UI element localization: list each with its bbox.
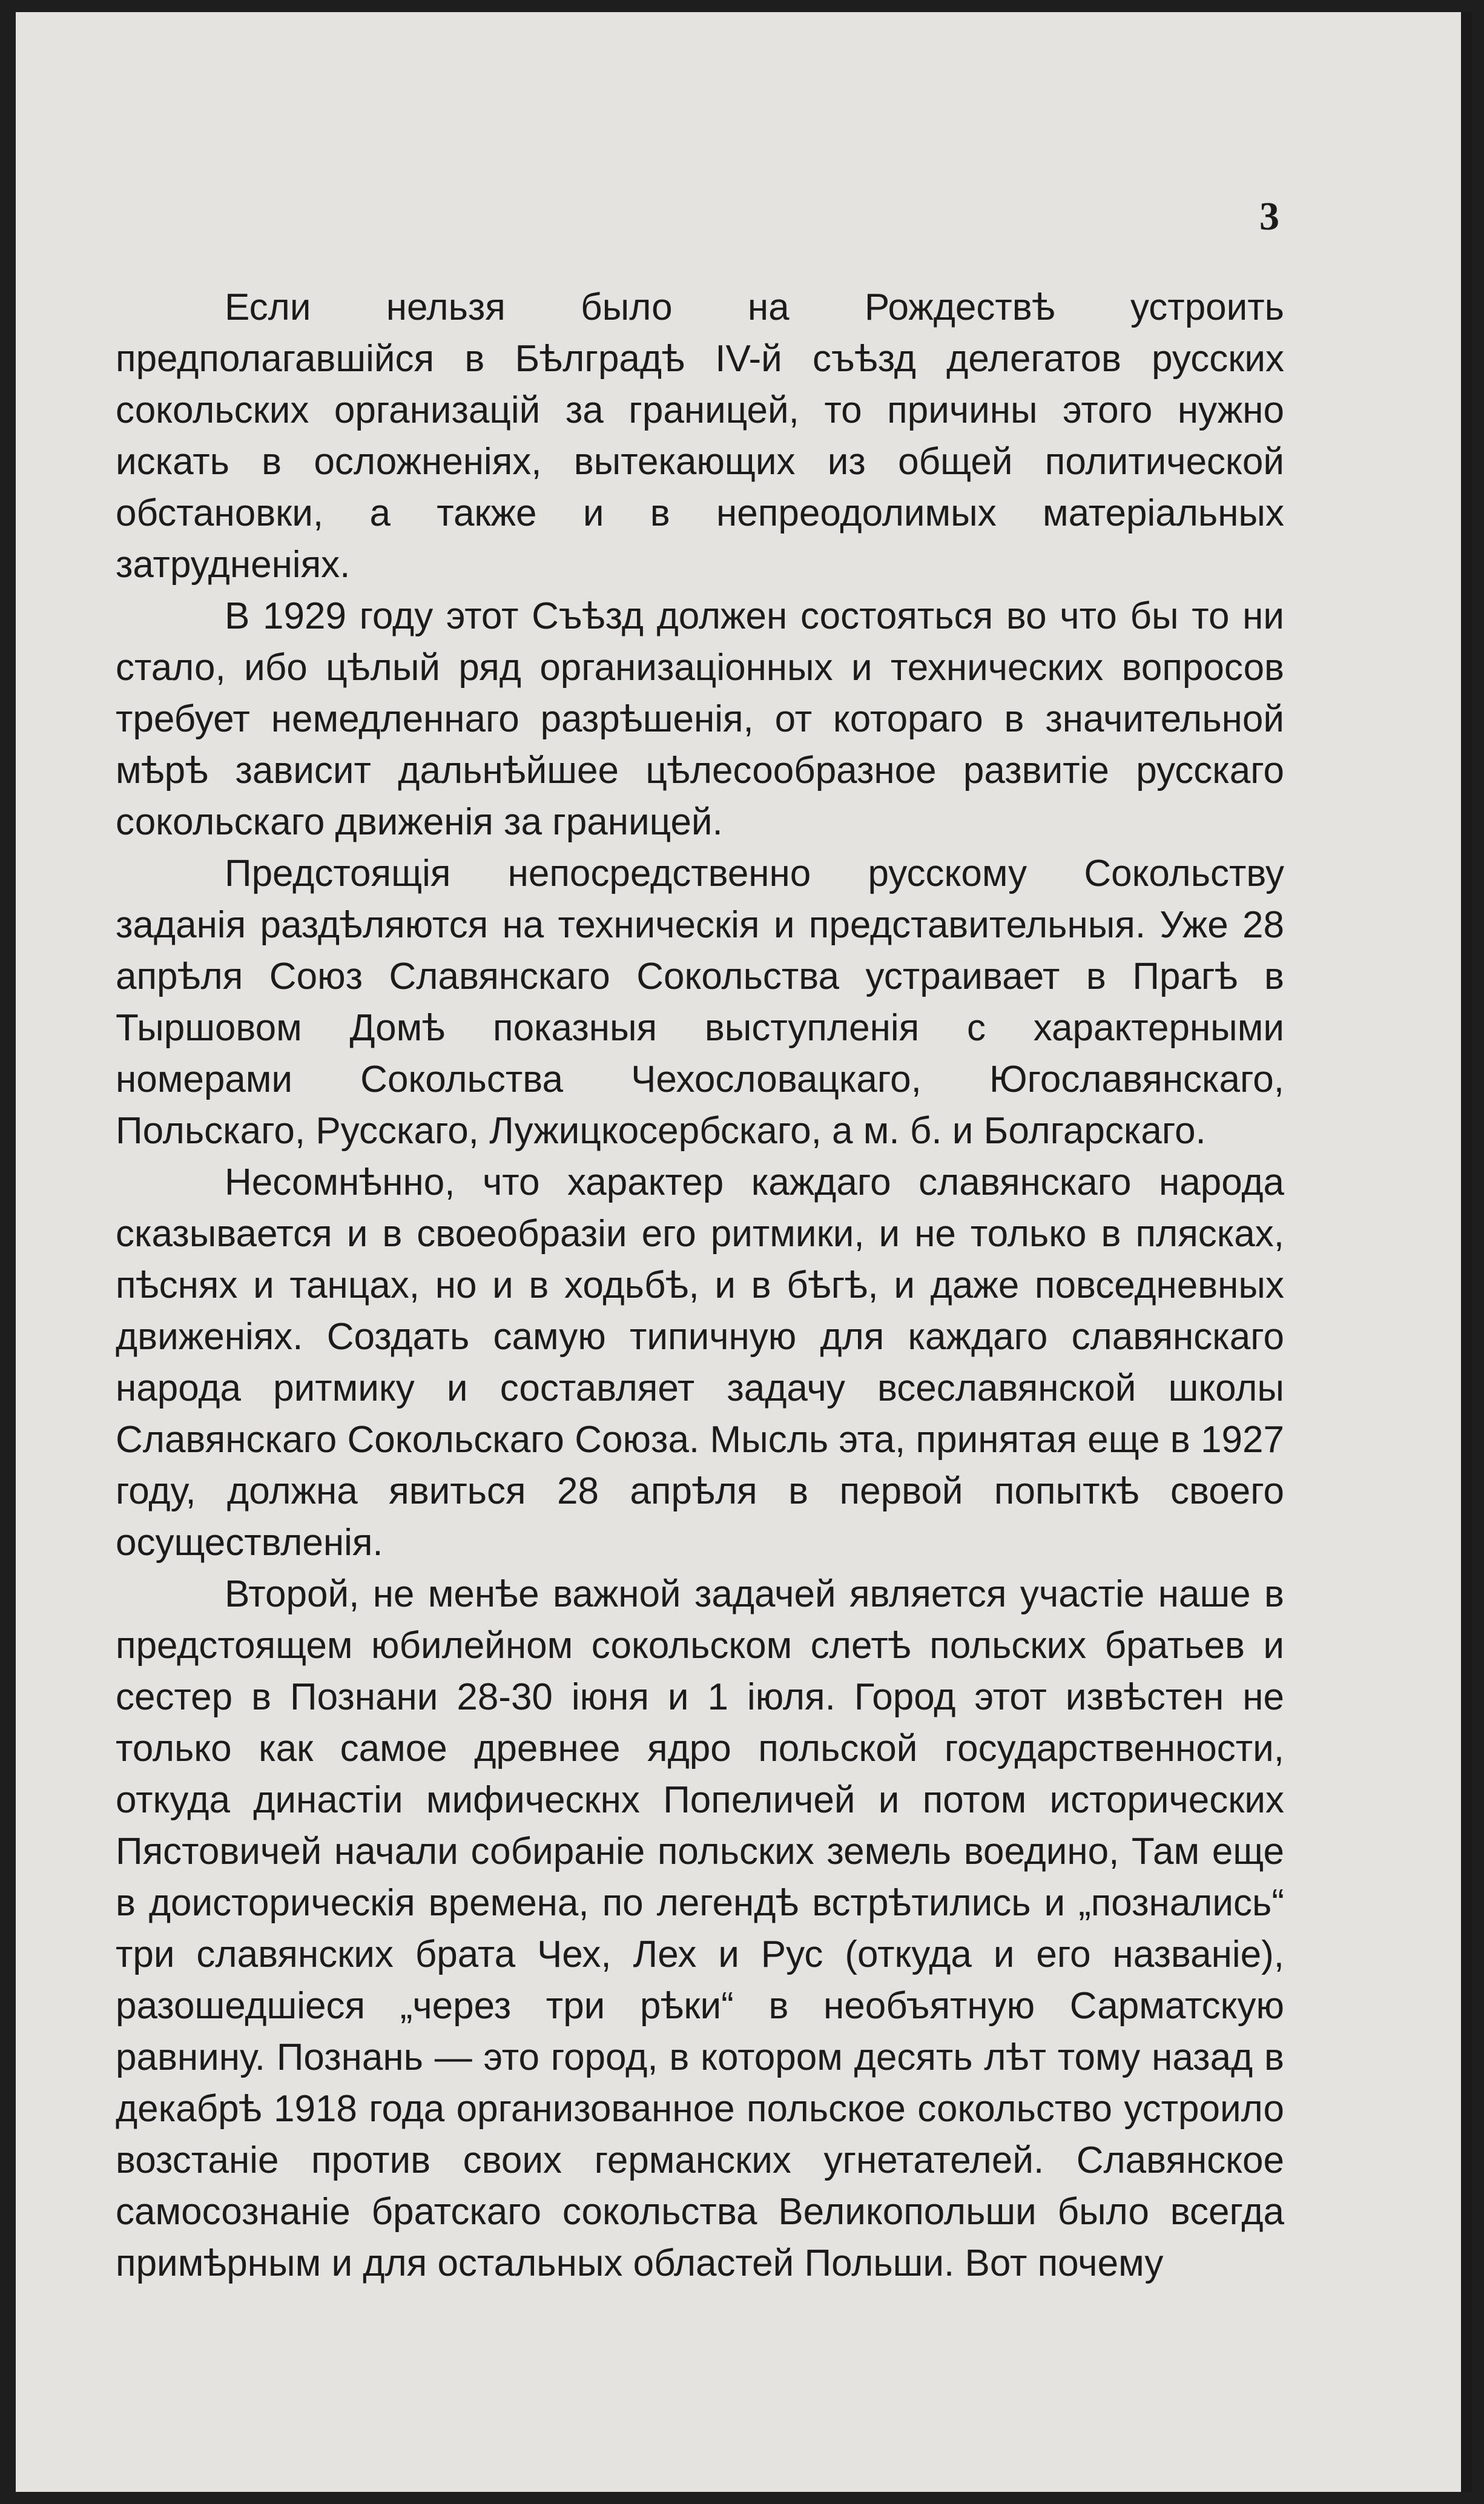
body-text	[116, 282, 1284, 2289]
paragraph: Несомнѣнно, что характер каждаго славянскаго народа сказывается и в своеобразіи его ритмики, и не только в плясках, пѣснях и танцах, но и в ходьбѣ, и в бѣгѣ, и даже повседневных движеніях. Создать самую типичную для каждаго славянскаго народа ритмику и составляет задачу всеславянской школы Славянскаго Сокольскаго Союза. Мысль эта, принятая еще в 1927 году, должна явиться 28 апрѣля в первой попыткѣ своего осуществленія.	[116, 1161, 1284, 1564]
paragraph: Предстоящія непосредственно русскому Сокольству заданія раздѣляются на техническія и представительныя. Уже 28 апрѣля Союз Славянскаго Сокольства устраивает в Прагѣ в Тыршовом Домѣ показныя выступленія с характерными номерами Сокольства Чехословацкаго, Югославянскаго, Польскаго, Русскаго, Лужицкосербскаго, а м. б. и Болгарскаго.	[116, 853, 1284, 1152]
paragraph: Если нельзя было на Рождествѣ устроить предполагавшійся в Бѣлградѣ IV-й съѣзд делегатов русских сокольских организацій за границей, то причины этого нужно искать в осложненіях, вытекающих из общей политической обстановки, а также и в непреодолимых матеріальных затрудненіях.	[116, 286, 1284, 586]
page-number: 3	[1259, 194, 1279, 239]
paragraph: В 1929 году этот Съѣзд должен состояться во что бы то ни стало, ибо цѣлый ряд организаціонных и технических вопросов требует немедленнаго разрѣшенія, от котораго в значительной мѣрѣ зависит дальнѣйшее цѣлесообразное развитіе русскаго сокольскаго движенія за границей.	[116, 595, 1284, 843]
book-page	[16, 12, 1472, 2492]
paragraph: Второй, не менѣе важной задачей является участіе наше в предстоящем юбилейном сокольском слетѣ польских братьев и сестер в Познани 28-30 іюня и 1 іюля. Город этот извѣстен не только как самое древнее ядро польской государственности, откуда династіи мифическнх Попеличей и потом исторических Пястовичей начали собираніе польских земель воедино, Там еще в доисторическія времена, по легендѣ встрѣтились и „познались“ три славянских брата Чех, Лех и Рус (откуда и его названіе), разошедшіеся „через три рѣки“ в необъятную Сарматскую равнину. Познань — это город, в котором десять лѣт тому назад в декабрѣ 1918 года организованное польское сокольство устроило возстаніе против своих германских угнетателей. Славянское самосознаніе братскаго сокольства Великопольши было всегда примѣрным и для остальных областей Польши. Вот почему	[116, 1573, 1284, 2284]
